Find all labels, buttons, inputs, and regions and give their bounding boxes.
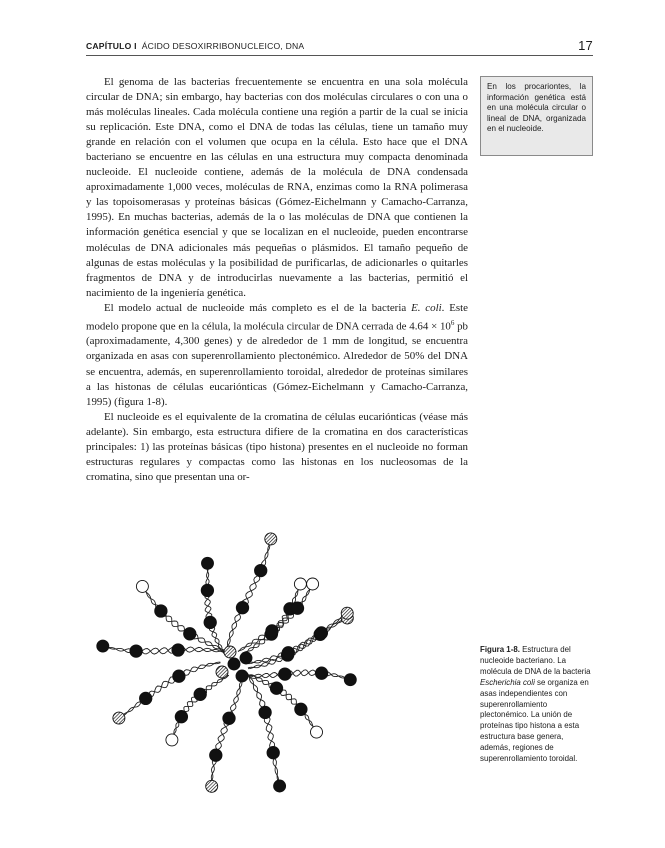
histone-like-protein-bead — [282, 647, 294, 659]
paragraph-genome: El genoma de las bacterias frecuentemente se encuentra en una sola molécula circular de DNA; sin embargo, hay bacterias con dos moléculas circulares o con una o más moléculas lineales. Cada molécula contiene una región a partir de la cual se inicia su replicación. Este DNA, como el DNA de todas las células, tiene un tamaño muy grande en relación con el volumen que ocupa en la célula. Esto hace que el DNA bacteriano se encuentre en las células en una estructura muy compacta denominada nucleoide. El nucleoide contiene, además de la molécula de DNA condensada aproximadamente 1,000 veces, moléculas de RNA, enzimas como la RNA polimerasa y las topoisomerasas y proteínas básicas (Gómez-Eichelmann y Camacho-Carranza, 1995). En muchas bacterias, además de la o las moléculas de DNA que contienen la información genética esencial y que se localizan en el nucleoide, pueden encontrarse moléculas de DNA adicionales más pequeñas o plásmidos. El tamaño pequeño de algunas de estas moléculas y la posibilidad de purificarlas, de adicionarles o quitarles fragmentos de DNA y de introducirlas nuevamente a las bacterias, permitió el nacimiento de la ingeniería genética. — [86, 76, 468, 299]
supercoiled-loop-strand — [247, 613, 347, 664]
histone-like-protein-bead — [184, 628, 196, 640]
histone-like-protein-bead — [97, 640, 109, 652]
histone-like-protein-bead — [228, 658, 240, 670]
loop-end-bead — [311, 726, 323, 738]
dna-loops — [103, 539, 350, 786]
histone-like-protein-bead — [270, 682, 282, 694]
body-text — [86, 75, 468, 485]
histone-like-protein-bead — [140, 692, 152, 704]
protein-beads — [97, 533, 357, 792]
supercoiled-loop-strand — [212, 677, 242, 786]
species-name: E. coli — [411, 301, 442, 314]
supercoiled-loop-strand — [238, 584, 312, 652]
histone-like-protein-bead — [175, 711, 187, 723]
histone-like-protein-bead — [113, 712, 125, 724]
histone-like-protein-bead — [295, 703, 307, 715]
histone-like-protein-bead — [206, 780, 218, 792]
supercoiled-loop-strand — [242, 584, 301, 655]
paragraph-model-text-b: . Este modelo propone que en la célula, la molécula circular de DNA cerrada de 4.64 × 10 — [86, 301, 469, 333]
histone-like-protein-bead — [240, 652, 252, 664]
histone-like-protein-bead — [265, 533, 277, 545]
supercoiled-loop-strand — [247, 613, 348, 663]
header-rule — [86, 55, 593, 56]
caption-species: Escherichia coli — [480, 677, 535, 687]
histone-like-protein-bead — [130, 645, 142, 657]
paragraph-chromatin: El nucleoide es el equivalente de la cromatina de células eucariónticas (véase más adelante). Sin embargo, esta estructura difiere de la cromatina en dos características principales: 1) las proteínas básicas (tipo histona) presentes en el nucleoide no forman estructuras regulares y compactas como las histonas en los nucleosomas de la cromatina, sino que presentan una or- — [86, 410, 468, 483]
paragraph-model — [86, 301, 468, 410]
histone-like-protein-bead — [216, 666, 228, 678]
figure-label: Figura 1-8. — [480, 645, 520, 654]
loop-end-bead — [136, 580, 148, 592]
histone-like-protein-bead — [202, 557, 214, 569]
margin-note — [480, 76, 593, 156]
histone-like-protein-bead — [236, 602, 248, 614]
histone-like-protein-bead — [155, 605, 167, 617]
histone-like-protein-bead — [266, 625, 278, 637]
paragraph-model-text-c: pb (aproximadamente, 4,300 genes) y de alrededor de 1 mm de longitud, se encuentra organizada en asas con superenrollamiento plectonémico. Alrededor de 50% del DNA se encuentra, además, en superenrollamiento toroidal, alrededor de proteínas similares a las histonas de células eucariónticas (Gómez-Eichelmann y Camacho-Carranza, 1995) (figura 1-8). — [86, 320, 468, 408]
running-header — [86, 40, 593, 56]
histone-like-protein-bead — [341, 607, 353, 619]
histone-like-protein-bead — [267, 747, 279, 759]
supercoiled-loop-strand — [172, 675, 229, 740]
histone-like-protein-bead — [224, 646, 236, 658]
histone-like-protein-bead — [236, 670, 248, 682]
histone-like-protein-bead — [172, 644, 184, 656]
histone-like-protein-bead — [315, 667, 327, 679]
supercoiled-loop-strand — [103, 646, 224, 654]
histone-like-protein-bead — [255, 564, 267, 576]
nucleoid-figure — [84, 524, 464, 799]
chapter-heading — [86, 41, 304, 51]
histone-like-protein-bead — [201, 584, 213, 596]
loop-end-bead — [307, 578, 319, 590]
histone-like-protein-bead — [279, 668, 291, 680]
supercoiled-loop-strand — [172, 675, 229, 740]
supercoiled-loop-strand — [227, 539, 271, 650]
loop-end-bead — [294, 578, 306, 590]
histone-like-protein-bead — [274, 780, 286, 792]
histone-like-protein-bead — [173, 670, 185, 682]
figure-caption — [480, 645, 593, 765]
chapter-label: CAPÍTULO I — [86, 41, 137, 51]
histone-like-protein-bead — [315, 627, 327, 639]
supercoiled-loop-strand — [103, 646, 224, 654]
histone-like-protein-bead — [291, 602, 303, 614]
supercoiled-loop-strand — [238, 584, 313, 651]
histone-like-protein-bead — [210, 749, 222, 761]
histone-like-protein-bead — [204, 616, 216, 628]
histone-like-protein-bead — [344, 674, 356, 686]
page-number: 17 — [578, 38, 593, 53]
histone-like-protein-bead — [259, 706, 271, 718]
chapter-title: ÁCIDO DESOXIRRIBONUCLEICO, DNA — [141, 41, 305, 51]
margin-note-text: En los procariontes, la información genética está en una molécula circular o lineal de DNA, organizada en el nucleoide. — [487, 82, 586, 133]
paragraph-model-text-a: El modelo actual de nucleoide más completo es el de la bacteria — [104, 301, 412, 314]
caption-text-b: se organiza en asas independientes con superenrollamiento plectonémico. La unión de proteínas tipo histona a esta estructura base genera, además, regiones de superenrollamiento toroidal. — [480, 677, 589, 764]
loop-end-bead — [166, 734, 178, 746]
supercoiled-loop-strand — [242, 584, 301, 655]
histone-like-protein-bead — [223, 712, 235, 724]
histone-like-protein-bead — [194, 688, 206, 700]
exponent: 6 — [450, 318, 455, 327]
caption-text-a: Estructura del nucleoide bacteriano. La molécula de DNA de la bacteria — [480, 645, 591, 676]
